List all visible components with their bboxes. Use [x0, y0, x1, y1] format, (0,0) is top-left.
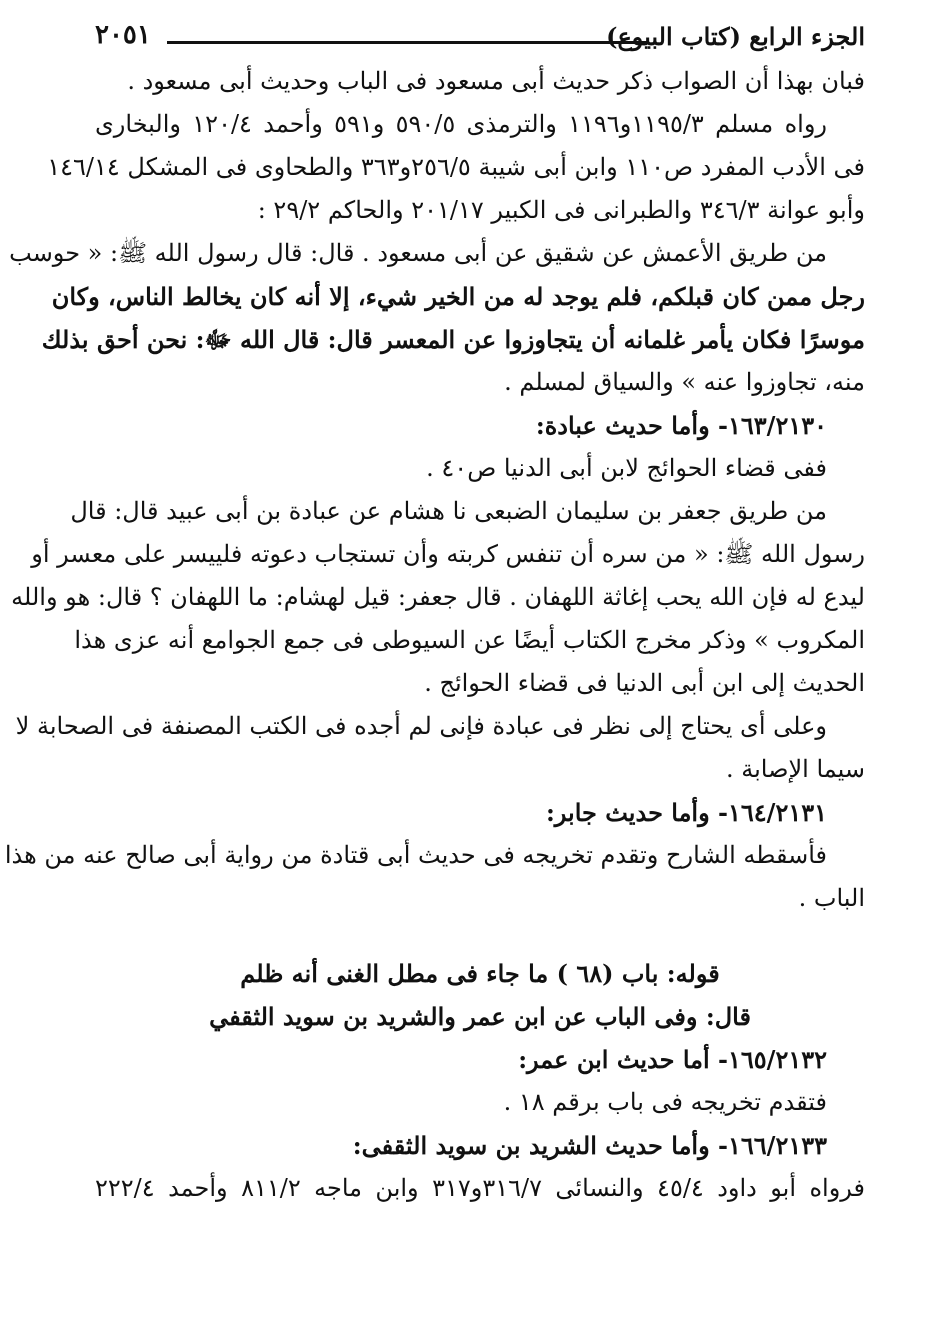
text-line: فبان بهذا أن الصواب ذكر حديث أبى مسعود فى الباب وحديث أبى مسعود . [127, 67, 865, 95]
text-line: فأسقطه الشارح وتقدم تخريجه فى حديث أبى قتادة من رواية أبى صالح عنه من هذا [4, 841, 827, 869]
hadith-text-line: منه، تجاوزوا عنه » والسياق لمسلم . [504, 368, 865, 396]
page-number: ٢٠٥١ [95, 20, 151, 50]
text-line: من طريق جعفر بن سليمان الضبعى نا هشام عن عبادة بن أبى عبيد قال: قال [70, 497, 827, 525]
page-header [95, 14, 865, 60]
text-line: ففى قضاء الحوائج لابن أبى الدنيا ص٤٠ . [426, 454, 827, 482]
text-line: وأبو عوانة ٣٤٦/٣ والطبرانى فى الكبير ٢٠١/١٧ والحاكم ٢٩/٢ : [257, 196, 865, 224]
text-line: سيما الإصابة . [725, 755, 865, 783]
text-line: فى الأدب المفرد ص١١٠ وابن أبى شيبة ٢٥٦/٥و٣٦٣ والطحاوى فى المشكل ١٤٦/١٤ [47, 153, 865, 181]
hadith-text-line: ليدع له فإن الله يحب إغاثة اللهفان . قال جعفر: قيل لهشام: ما اللهفان ؟ قال: هو والله [11, 583, 865, 611]
section-heading: ١٦٥/٢١٣٢- أما حديث ابن عمر: [518, 1045, 827, 1074]
text-line: الباب . [798, 884, 865, 912]
section-heading: ١٦٣/٢١٣٠- وأما حديث عبادة: [535, 411, 827, 440]
body-text [4, 60, 865, 920]
text-line: فرواه أبو داود ٤٥/٤ والنسائى ٣١٦/٧و٣١٧ وابن ماجه ٨١١/٢ وأحمد ٢٢٢/٤ [95, 1174, 865, 1202]
chapter-heading: قوله: باب (٦٨ ) ما جاء فى مطل الغنى أنه ظلم [240, 959, 720, 988]
section-heading: ١٦٦/٢١٣٣- وأما حديث الشريد بن سويد الثقفى: [352, 1131, 827, 1160]
header-rule [167, 41, 649, 44]
section-heading: ١٦٤/٢١٣١- وأما حديث جابر: [545, 798, 827, 827]
hadith-text-line: رسول الله ﷺ: « من سره أن تنفس كربته وأن تستجاب دعوته فلييسر على معسر أو [31, 540, 865, 568]
text-line: الحديث إلى ابن أبى الدنيا فى قضاء الحوائج . [424, 669, 865, 697]
chapter-subheading: قال: وفى الباب عن ابن عمر والشريد بن سويد الثقفي [209, 1002, 751, 1031]
hadith-text-line: رجل ممن كان قبلكم، فلم يوجد له من الخير شيء، إلا أنه كان يخالط الناس، وكان [51, 282, 865, 311]
text-line: رواه مسلم ١١٩٥/٣و١١٩٦ والترمذى ٥٩٠/٥ و٥٩١ وأحمد ١٢٠/٤ والبخارى [95, 110, 827, 138]
text-line: وعلى أى يحتاج إلى نظر فى عبادة فإنى لم أجده فى الكتب المصنفة فى الصحابة لا [15, 712, 827, 740]
book-page [4, 14, 865, 1210]
hadith-text-line: من طريق الأعمش عن شقيق عن أبى مسعود . قال: قال رسول الله ﷺ: « حوسب [9, 239, 827, 267]
text-line: فتقدم تخريجه فى باب برقم ١٨ . [503, 1088, 827, 1116]
running-title: الجزء الرابع (كتاب البيوع) [606, 22, 865, 51]
text-line: المكروب » وذكر مخرج الكتاب أيضًا عن السيوطى فى جمع الجوامع أنه عزى هذا [74, 626, 865, 654]
spacer [95, 920, 865, 952]
hadith-text-line: موسرًا فكان يأمر غلمانه أن يتجاوزوا عن المعسر قال: قال الله ﷻ: نحن أحق بذلك [41, 325, 865, 354]
tail-text [95, 1038, 865, 1210]
